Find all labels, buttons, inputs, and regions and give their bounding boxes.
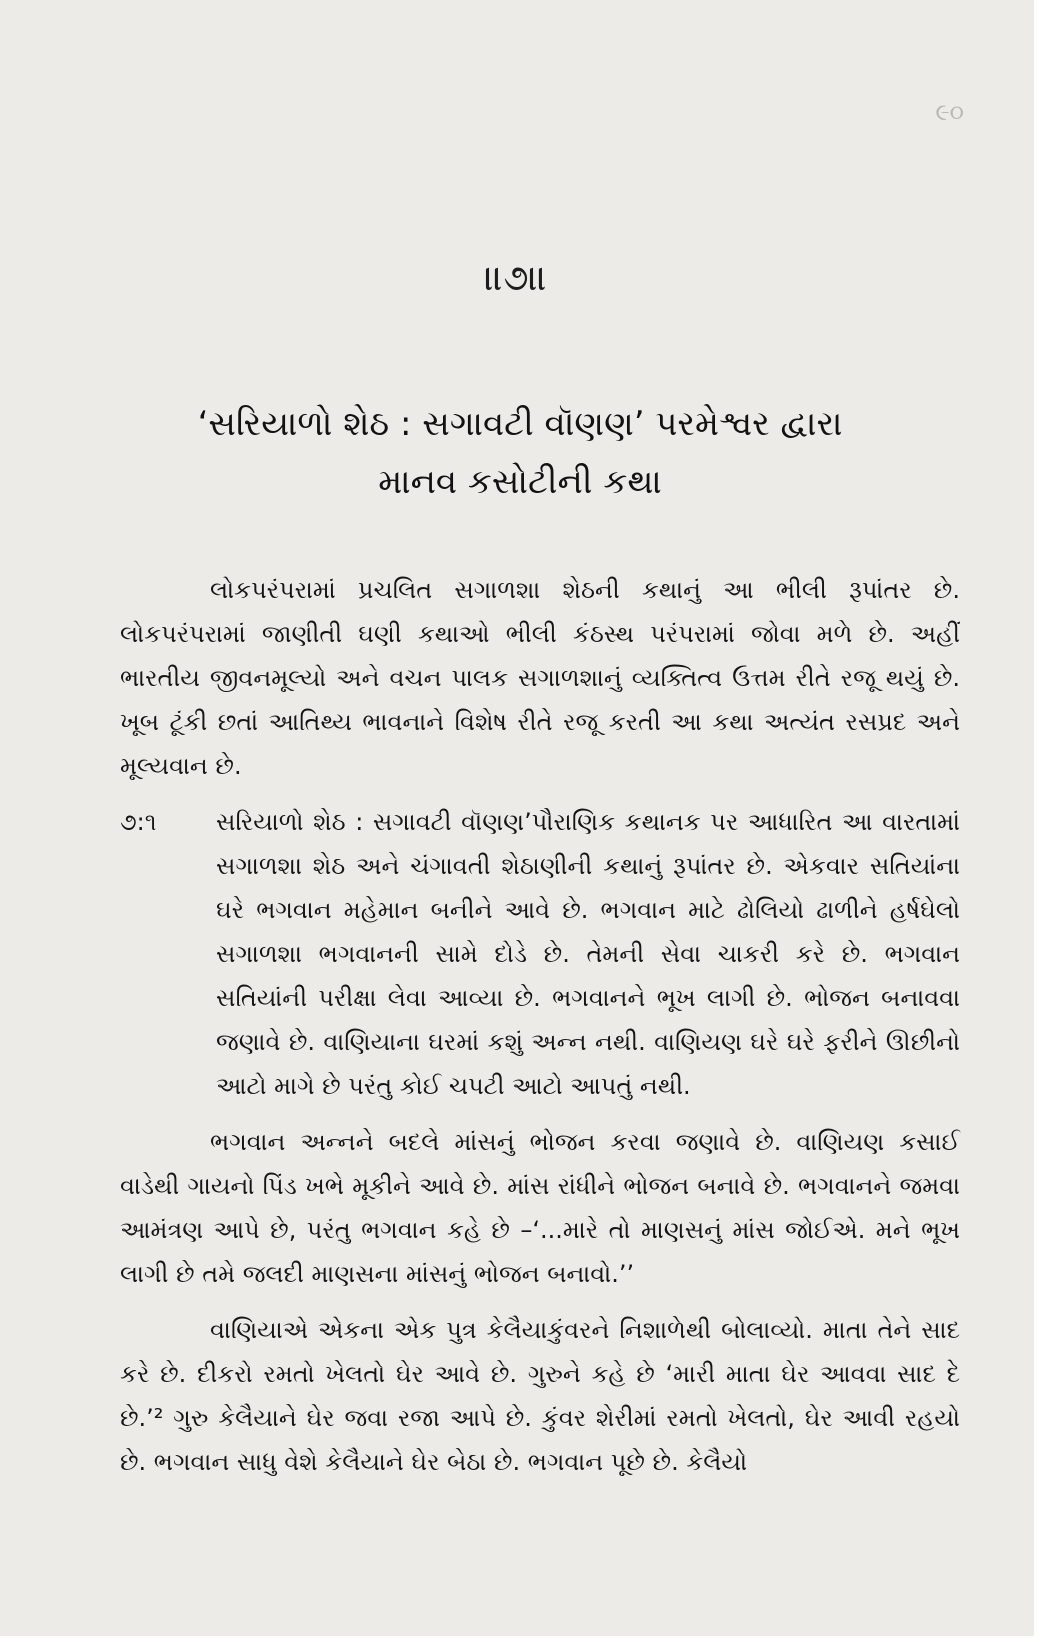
chapter-title-line-1: ‘સરિયાળો શેઠ : સગાવટી વૉણણ’ પરમેશ્વર દ્વારા <box>197 404 843 444</box>
paragraph-meat-meal: ભગવાન અન્નને બદલે માંસનું ભોજન કરવા જણાવે છે. વાણિયણ કસાઈ વાડેથી ગાયનો પિંડ ખભે મૂકીને આવે છે. માંસ રાંધીને ભોજન બનાવે છે. ભગવાનને જમવા આમંત્રણ આપે છે, પરંતુ ભગવાન કહે છે –‘...મારે તો માણસનું માંસ જોઈએ. મને ભૂખ લાગી છે તમે જલદી માણસના માંસનું ભોજન બનાવો.’’ <box>120 1128 960 1288</box>
paragraph-son-called: વાણિયાએ એકના એક પુત્ર કેલૈયાકુંવરને નિશાળેથી બોલાવ્યો. માતા તેને સાદ કરે છે. દીકરો રમતો ખેલતો ઘેર આવે છે. ગુરુને કહે છે ‘મારી માતા ઘેર આવવા સાદ દે છે.’² ગુરુ કેલૈયાને ઘેર જવા રજા આપે છે. કુંવર શેરીમાં રમતો ખેલતો, ઘેર આવી રહયો છે. ભગવાન સાધુ વેશે કેલૈયાને ઘેર બેઠા છે. ભગવાન પૂછે છે. કેલૈયો <box>120 1316 960 1476</box>
right-page-edge <box>1034 0 1046 1650</box>
paragraph-text: સરિયાળો શેઠ : સગાવટી વૉણણ’પૌરાણિક કથાનક પર આધારિત આ વારતામાં સગાળશા શેઠ અને ચંગાવતી શેઠાણીની કથાનું રૂપાંતર છે. એકવાર સતિયાંના ઘરે ભગવાન મહેમાન બનીને આવે છે. ભગવાન માટે ઢોલિયો ઢાળીને હર્ષઘેલો સગાળશા ભગવાનની સામે દોડે છે. તેમની સેવા ચાકરી કરે છે. ભગવાન સતિયાંની પરીક્ષા લેવા આવ્યા છે. ભગવાનને ભૂખ લાગી છે. ભોજન બનાવવા જણાવે છે. વાણિયાના ઘરમાં કશું અન્ન નથી. વાણિયણ ઘરે ઘરે ફરીને ઊછીનો આટો માગે છે પરંતુ કોઈ ચપટી આટો આપતું નથી. <box>216 808 960 1100</box>
paragraph-intro: લોકપરંપરામાં પ્રચલિત સગાળશા શેઠની કથાનું આ ભીલી રૂપાંતર છે. લોકપરંપરામાં જાણીતી ઘણી કથાઓ ભીલી કંઠસ્થ પરંપરામાં જોવા મળે છે. અહીં ભારતીય જીવનમૂલ્યો અને વચન પાલક સગાળશાનું વ્યક્તિત્વ ઉત્તમ રીતે રજૂ થયું છે. ખૂબ ટૂંકી છતાં આતિથ્ય ભાવનાને વિશેષ રીતે રજૂ કરતી આ કથા અત્યંત રસપ્રદ અને મૂલ્યવાન છે. <box>120 576 960 780</box>
chapter-title-line-2: માનવ કસોટીની કથા <box>378 462 662 502</box>
body-text <box>120 568 960 1496</box>
chapter-number: ॥૭॥ <box>484 258 548 299</box>
page-number: ૯૦ <box>935 98 964 126</box>
paragraph-7-1 <box>120 800 960 1108</box>
chapter-title <box>130 395 910 511</box>
paragraph-number: ૭:૧ <box>120 808 157 836</box>
bottom-page-edge <box>0 1636 1046 1650</box>
